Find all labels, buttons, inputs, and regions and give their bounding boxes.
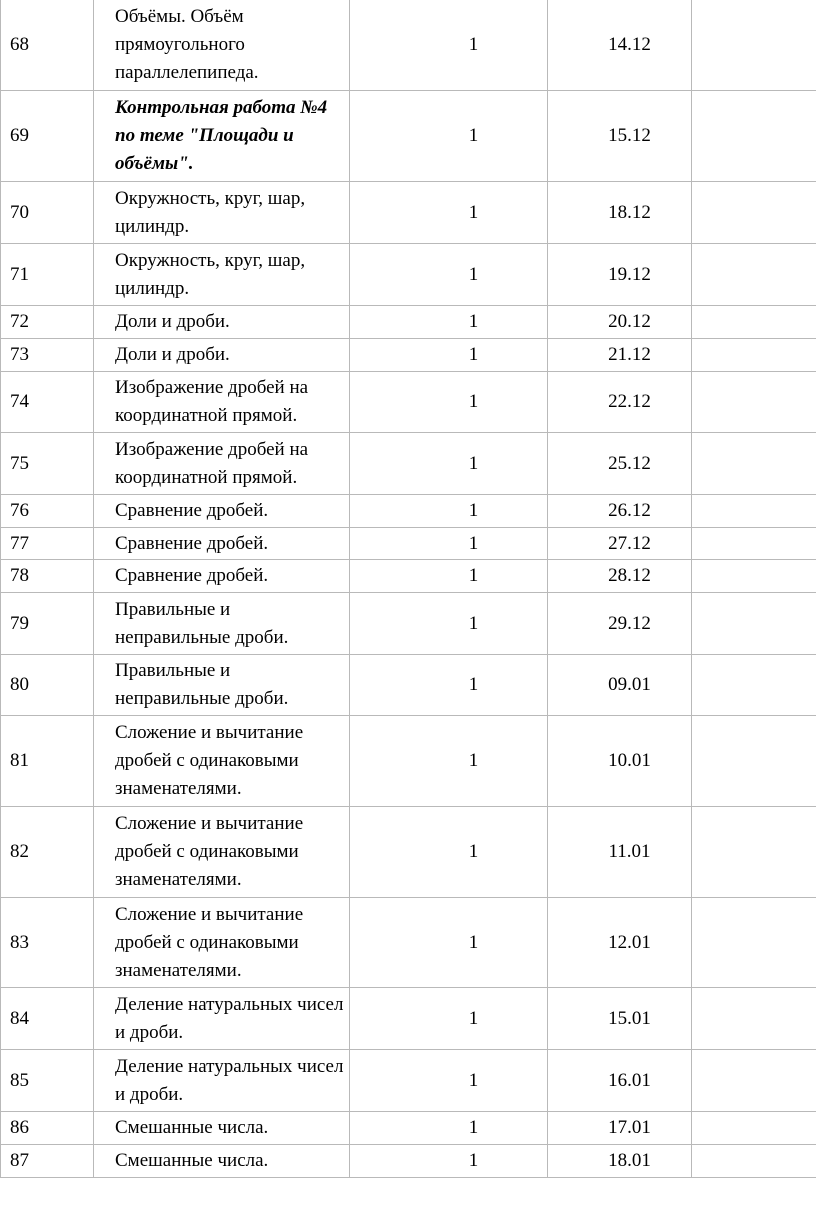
lesson-note-cell	[692, 1050, 816, 1112]
table-row	[1, 655, 816, 716]
lesson-number-cell: 87	[1, 1145, 94, 1178]
lesson-note-cell	[692, 306, 816, 339]
lesson-note-cell	[692, 339, 816, 372]
lesson-note-cell	[692, 560, 816, 593]
lesson-hours-cell: 1	[350, 339, 548, 372]
lesson-note-cell	[692, 593, 816, 655]
lesson-date-cell: 16.01	[548, 1050, 692, 1112]
lesson-number-cell: 79	[1, 593, 94, 655]
lesson-number-cell: 85	[1, 1050, 94, 1112]
lesson-note-cell	[692, 182, 816, 244]
lesson-date-cell: 15.12	[548, 91, 692, 182]
lesson-number-cell: 74	[1, 372, 94, 433]
lesson-note-cell	[692, 655, 816, 716]
lesson-topic-cell: Сложение и вычитание дробей с одинаковыми знаменателями.	[94, 716, 350, 807]
lesson-date-cell: 25.12	[548, 433, 692, 495]
table-row	[1, 1145, 816, 1178]
lesson-date-cell: 18.01	[548, 1145, 692, 1178]
lesson-note-cell	[692, 528, 816, 560]
table-row	[1, 0, 816, 91]
lesson-number-cell: 80	[1, 655, 94, 716]
lesson-number-cell: 81	[1, 716, 94, 807]
lesson-note-cell	[692, 495, 816, 528]
lesson-date-cell: 15.01	[548, 988, 692, 1050]
lesson-topic-cell: Правильные и неправильные дроби.	[94, 655, 350, 716]
lesson-topic-cell: Смешанные числа.	[94, 1112, 350, 1145]
table-row	[1, 372, 816, 433]
table-row	[1, 593, 816, 655]
table-row	[1, 1112, 816, 1145]
lesson-date-cell: 19.12	[548, 244, 692, 306]
lesson-topic-cell: Изображение дробей на координатной прямой.	[94, 372, 350, 433]
lesson-date-cell: 26.12	[548, 495, 692, 528]
lesson-topic-cell: Сложение и вычитание дробей с одинаковыми знаменателями.	[94, 807, 350, 898]
lesson-date-cell: 18.12	[548, 182, 692, 244]
lesson-number-cell: 68	[1, 0, 94, 91]
lesson-hours-cell: 1	[350, 560, 548, 593]
lesson-topic-cell: Сравнение дробей.	[94, 495, 350, 528]
lesson-hours-cell: 1	[350, 1145, 548, 1178]
lesson-note-cell	[692, 807, 816, 898]
lesson-topic-cell: Сравнение дробей.	[94, 528, 350, 560]
lesson-note-cell	[692, 988, 816, 1050]
lesson-hours-cell: 1	[350, 988, 548, 1050]
lesson-note-cell	[692, 0, 816, 91]
lesson-note-cell	[692, 91, 816, 182]
table-row	[1, 339, 816, 372]
lesson-number-cell: 82	[1, 807, 94, 898]
lesson-topic-cell: Окружность, круг, шар, цилиндр.	[94, 244, 350, 306]
lesson-number-cell: 69	[1, 91, 94, 182]
table-row	[1, 495, 816, 528]
lesson-date-cell: 11.01	[548, 807, 692, 898]
lesson-date-cell: 20.12	[548, 306, 692, 339]
lesson-hours-cell: 1	[350, 372, 548, 433]
table-row	[1, 716, 816, 807]
table-row	[1, 182, 816, 244]
lesson-topic-cell: Сложение и вычитание дробей с одинаковыми знаменателями.	[94, 898, 350, 988]
lesson-date-cell: 14.12	[548, 0, 692, 91]
lesson-plan-body	[1, 0, 816, 1178]
lesson-topic-cell: Объёмы. Объём прямоугольного параллелепипеда.	[94, 0, 350, 91]
lesson-topic-cell: Доли и дроби.	[94, 339, 350, 372]
lesson-date-cell: 17.01	[548, 1112, 692, 1145]
lesson-hours-cell: 1	[350, 244, 548, 306]
lesson-note-cell	[692, 716, 816, 807]
table-row	[1, 528, 816, 560]
lesson-hours-cell: 1	[350, 655, 548, 716]
lesson-date-cell: 28.12	[548, 560, 692, 593]
lesson-hours-cell: 1	[350, 716, 548, 807]
lesson-hours-cell: 1	[350, 1112, 548, 1145]
lesson-note-cell	[692, 244, 816, 306]
lesson-hours-cell: 1	[350, 898, 548, 988]
lesson-number-cell: 71	[1, 244, 94, 306]
lesson-note-cell	[692, 898, 816, 988]
lesson-date-cell: 22.12	[548, 372, 692, 433]
lesson-hours-cell: 1	[350, 528, 548, 560]
lesson-topic-cell: Изображение дробей на координатной прямой.	[94, 433, 350, 495]
lesson-hours-cell: 1	[350, 807, 548, 898]
lesson-number-cell: 84	[1, 988, 94, 1050]
lesson-date-cell: 21.12	[548, 339, 692, 372]
lesson-note-cell	[692, 372, 816, 433]
lesson-date-cell: 12.01	[548, 898, 692, 988]
lesson-topic-cell: Окружность, круг, шар, цилиндр.	[94, 182, 350, 244]
lesson-number-cell: 83	[1, 898, 94, 988]
lesson-note-cell	[692, 433, 816, 495]
table-row	[1, 91, 816, 182]
lesson-hours-cell: 1	[350, 306, 548, 339]
lesson-hours-cell: 1	[350, 182, 548, 244]
lesson-note-cell	[692, 1145, 816, 1178]
lesson-topic-cell: Деление натуральных чисел и дроби.	[94, 988, 350, 1050]
lesson-number-cell: 75	[1, 433, 94, 495]
lesson-number-cell: 73	[1, 339, 94, 372]
lesson-number-cell: 86	[1, 1112, 94, 1145]
lesson-note-cell	[692, 1112, 816, 1145]
lesson-number-cell: 70	[1, 182, 94, 244]
lesson-topic-cell: Доли и дроби.	[94, 306, 350, 339]
lesson-number-cell: 76	[1, 495, 94, 528]
lesson-hours-cell: 1	[350, 1050, 548, 1112]
lesson-date-cell: 09.01	[548, 655, 692, 716]
lesson-hours-cell: 1	[350, 495, 548, 528]
lesson-date-cell: 10.01	[548, 716, 692, 807]
lesson-topic-cell: Смешанные числа.	[94, 1145, 350, 1178]
lesson-hours-cell: 1	[350, 433, 548, 495]
table-row	[1, 560, 816, 593]
table-row	[1, 433, 816, 495]
lesson-topic-cell: Сравнение дробей.	[94, 560, 350, 593]
table-row	[1, 306, 816, 339]
lesson-number-cell: 78	[1, 560, 94, 593]
lesson-number-cell: 77	[1, 528, 94, 560]
lesson-topic-cell: Контрольная работа №4 по теме "Площади и объёмы".	[94, 91, 350, 182]
table-row	[1, 807, 816, 898]
lesson-hours-cell: 1	[350, 0, 548, 91]
lesson-hours-cell: 1	[350, 593, 548, 655]
lesson-date-cell: 27.12	[548, 528, 692, 560]
lesson-number-cell: 72	[1, 306, 94, 339]
lesson-topic-cell: Правильные и неправильные дроби.	[94, 593, 350, 655]
lesson-date-cell: 29.12	[548, 593, 692, 655]
table-row	[1, 988, 816, 1050]
table-row	[1, 244, 816, 306]
table-row	[1, 1050, 816, 1112]
table-row	[1, 898, 816, 988]
lesson-topic-cell: Деление натуральных чисел и дроби.	[94, 1050, 350, 1112]
lesson-hours-cell: 1	[350, 91, 548, 182]
